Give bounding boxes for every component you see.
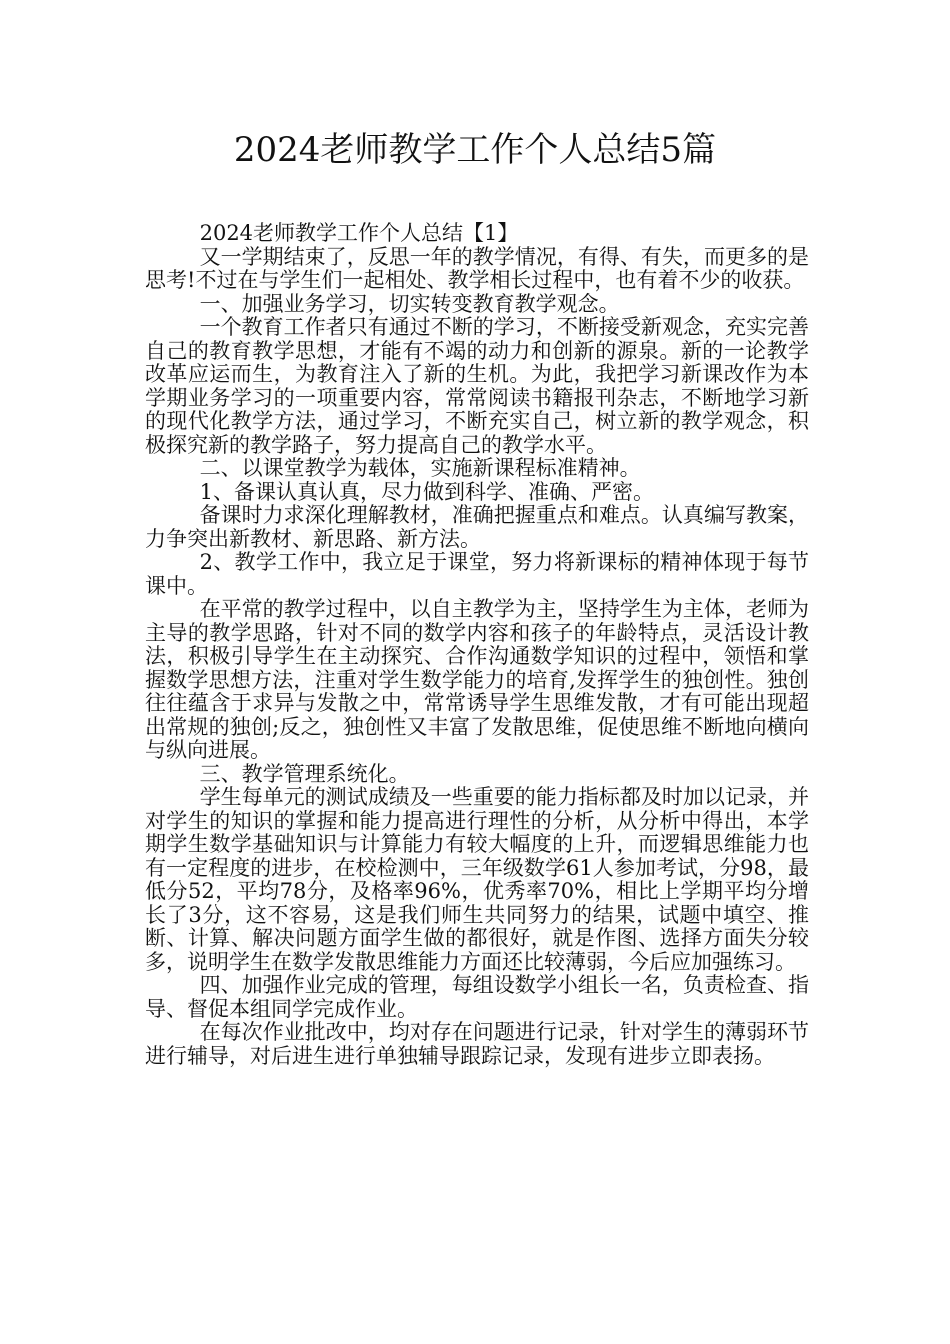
document-title: 2024老师教学工作个人总结5篇 xyxy=(233,130,717,170)
paragraph: 在每次作业批改中，均对存在问题进行记录，针对学生的薄弱环节进行辅导，对后进生进行单独辅导跟踪记录，发现有进步立即表扬。 xyxy=(145,1020,809,1068)
paragraph: 2、教学工作中，我立足于课堂，努力将新课标的精神体现于每节课中。 xyxy=(145,550,809,598)
paragraph: 又一学期结束了，反思一年的教学情况，有得、有失，而更多的是思考!不过在与学生们一起相处、教学相长过程中，也有着不少的收获。 xyxy=(145,244,809,292)
paragraph: 一个教育工作者只有通过不断的学习，不断接受新观念，充实完善自己的教育教学思想，才能有不竭的动力和创新的源泉。新的一论教学改革应运而生，为教育注入了新的生机。为此，我把学习新课改作为本学期业务学习的一项重要内容，常常阅读书籍报刊杂志，不断地学习新的现代化教学方法，通过学习，不断充实自己，树立新的教学观念，积极探究新的教学路子，努力提高自己的教学水平。 xyxy=(145,315,809,457)
section-heading: 一、加强业务学习，切实转变教育教学观念。 xyxy=(199,291,620,316)
section-heading: 三、教学管理系统化。 xyxy=(199,761,410,786)
paragraph: 备课时力求深化理解教材，准确把握重点和难点。认真编写教案，力争突出新教材、新思路、新方法。 xyxy=(145,503,809,551)
paragraph: 学生每单元的测试成绩及一些重要的能力指标都及时加以记录，并对学生的知识的掌握和能力提高进行理性的分析，从分析中得出，本学期学生数学基础知识与计算能力有较大幅度的上升，而逻辑思维能力也有一定程度的进步，在校检测中，三年级数学61人参加考试，分98，最低分52，平均78分，及格率96%，优秀率70%，相比上学期平均分增长了3分，这不容易，这是我们师生共同努力的结果，试题中填空、推断、计算、解决问题方面学生做的都很好，就是作图、选择方面失分较多，说明学生在数学发散思维能力方面还比较薄弱，今后应加强练习。 xyxy=(145,785,809,974)
paragraph: 四、加强作业完成的管理，每组设数学小组长一名，负责检查、指导、督促本组同学完成作业。 xyxy=(145,973,809,1021)
section-heading: 2024老师教学工作个人总结【1】 xyxy=(199,221,519,245)
section-heading: 二、以课堂教学为载体，实施新课程标准精神。 xyxy=(199,456,641,480)
document-body xyxy=(145,222,809,1068)
paragraph: 1、备课认真认真，尽力做到科学、准确、严密。 xyxy=(199,479,654,504)
paragraph: 在平常的教学过程中，以自主教学为主，坚持学生为主体，老师为主导的教学思路，针对不同的数学内容和孩子的年龄特点，灵活设计教法，积极引导学生在主动探究、合作沟通数学知识的过程中，领悟和掌握数学思想方法，注重对学生数学能力的培育,发挥学生的独创性。独创往往蕴含于求异与发散之中，常常诱导学生思维发散，才有可能出现超出常规的独创;反之，独创性又丰富了发散思维，促使思维不断地向横向与纵向进展。 xyxy=(145,597,809,762)
